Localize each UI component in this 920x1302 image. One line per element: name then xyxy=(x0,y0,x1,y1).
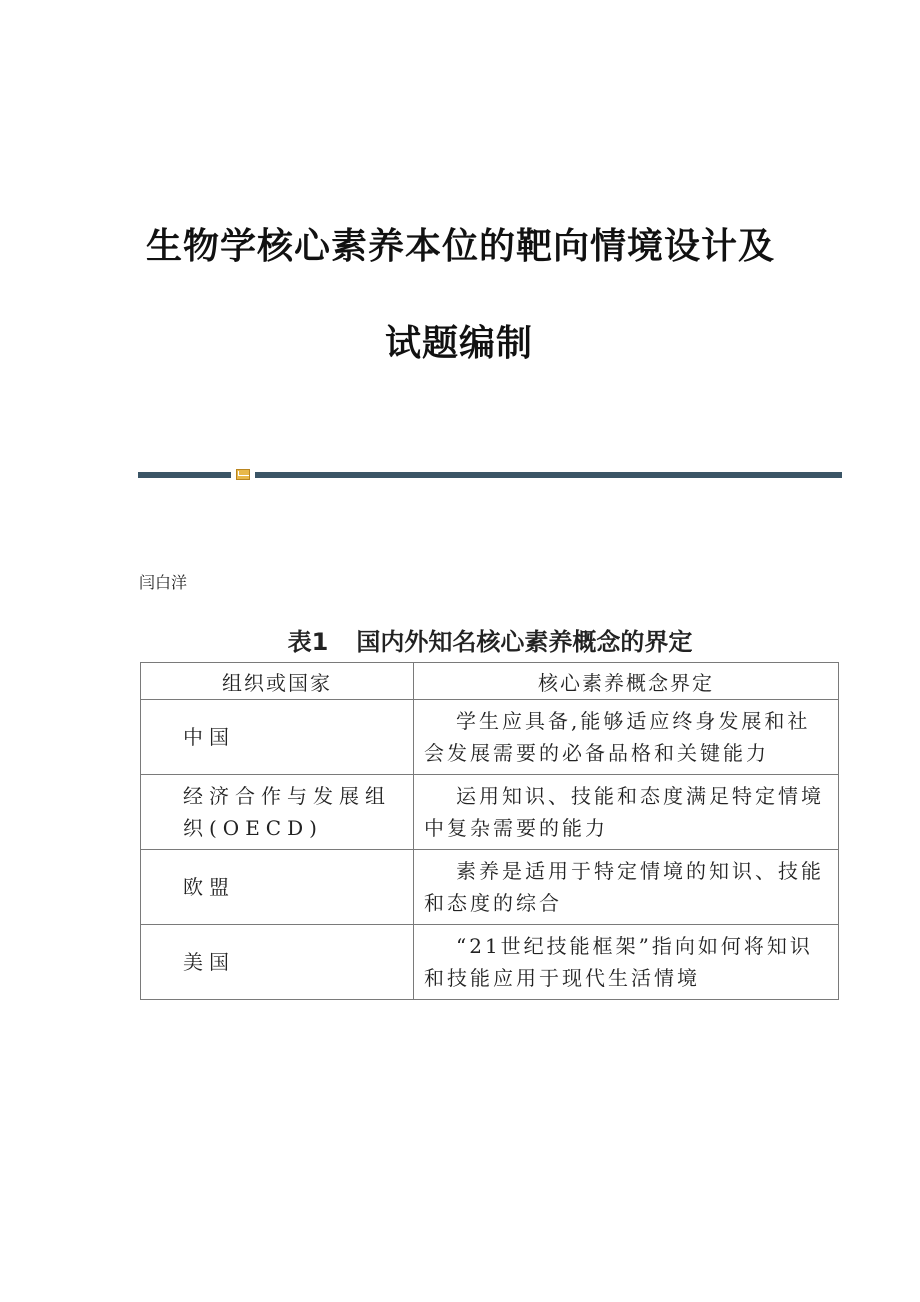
row-org: 中国 xyxy=(141,700,414,775)
row-org: 美国 xyxy=(141,925,414,1000)
table-row xyxy=(141,925,839,1000)
table-row xyxy=(141,850,839,925)
header-org: 组织或国家 xyxy=(141,663,414,700)
table-header-row xyxy=(141,663,839,700)
divider-bar-right xyxy=(255,472,842,478)
row-definition: “21世纪技能框架”指向如何将知识和技能应用于现代生活情境 xyxy=(414,925,839,1000)
row-org: 欧盟 xyxy=(141,850,414,925)
table-caption-number: 表1 xyxy=(287,628,329,656)
concept-definition-table xyxy=(140,662,839,1000)
author-name: 闫白洋 xyxy=(139,573,188,592)
divider-bar-left xyxy=(138,472,231,478)
title-divider xyxy=(138,470,842,480)
document-title-line-1: 生物学核心素养本位的靶向情境设计及 xyxy=(146,225,776,267)
table-row xyxy=(141,700,839,775)
row-org: 经济合作与发展组织(OECD) xyxy=(141,775,414,850)
document-title-line-2: 试题编制 xyxy=(385,322,534,364)
row-definition: 运用知识、技能和态度满足特定情境中复杂需要的能力 xyxy=(414,775,839,850)
table-row xyxy=(141,775,839,850)
table-caption xyxy=(140,622,840,657)
header-definition: 核心素养概念界定 xyxy=(414,663,839,700)
table-caption-text: 国内外知名核心素养概念的界定 xyxy=(356,628,693,656)
row-definition: 素养是适用于特定情境的知识、技能和态度的综合 xyxy=(414,850,839,925)
row-definition: 学生应具备,能够适应终身发展和社会发展需要的必备品格和关键能力 xyxy=(414,700,839,775)
envelope-icon xyxy=(236,469,250,480)
